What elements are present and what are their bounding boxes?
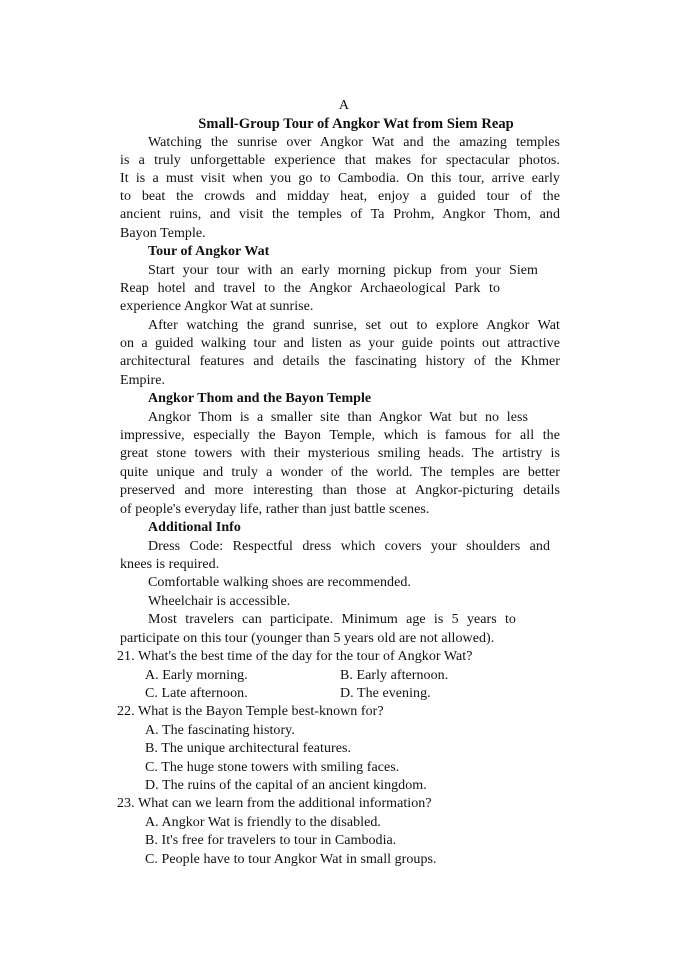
info-dress-line: knees is required.	[120, 557, 220, 572]
intro-line: ancient ruins, and visit the temples of Ta Prohm, Angkor Thom, and	[120, 207, 560, 222]
section-letter: A	[338, 98, 350, 113]
question-option: B. It's free for travelers to tour in Cambodia.	[145, 833, 397, 848]
info-travelers-line: participate on this tour (younger than 5 years old are not allowed).	[120, 631, 495, 646]
thom-line: Angkor Thom is a smaller site than Angkor Wat but no less	[148, 410, 528, 425]
intro-line: Watching the sunrise over Angkor Wat and the amazing temples	[148, 135, 560, 150]
heading-tour: Tour of Angkor Wat	[148, 244, 270, 259]
intro-line: to beat the crowds and midday heat, enjoy a guided tour of the	[120, 189, 560, 204]
question-option: C. The huge stone towers with smiling faces.	[145, 760, 400, 775]
question-option: D. The ruins of the capital of an ancient kingdom.	[145, 778, 427, 793]
thom-line: great stone towers with their mysterious smiling heads. The artistry is	[120, 446, 560, 461]
question-stem: 22. What is the Bayon Temple best-known for?	[117, 704, 384, 719]
question-stem: 21. What's the best time of the day for the tour of Angkor Wat?	[117, 649, 473, 664]
tour-line: on a guided walking tour and listen as your guide points out attractive	[120, 336, 560, 351]
info-shoes: Comfortable walking shoes are recommended.	[148, 575, 411, 590]
question-stem: 23. What can we learn from the additional information?	[117, 796, 432, 811]
question-option: A. Early morning.	[145, 668, 248, 683]
question-option: C. Late afternoon.	[145, 686, 248, 701]
question-option: B. Early afternoon.	[340, 668, 449, 683]
heading-info: Additional Info	[148, 520, 241, 535]
intro-line: is a truly unforgettable experience that makes for spectacular photos.	[120, 153, 560, 168]
info-travelers-line: Most travelers can participate. Minimum age is 5 years to	[148, 612, 516, 627]
tour-line: Start your tour with an early morning pickup from your Siem	[148, 263, 538, 278]
thom-line: quite unique and truly a wonder of the world. The temples are better	[120, 465, 560, 480]
passage-title: Small-Group Tour of Angkor Wat from Siem Reap	[198, 116, 514, 132]
tour-line: experience Angkor Wat at sunrise.	[120, 299, 314, 314]
thom-line: preserved and more interesting than those at Angkor-picturing details	[120, 483, 560, 498]
heading-thom: Angkor Thom and the Bayon Temple	[148, 391, 372, 406]
tour-line: Empire.	[120, 373, 166, 388]
thom-line: impressive, especially the Bayon Temple, which is famous for all the	[120, 428, 560, 443]
question-option: D. The evening.	[340, 686, 431, 701]
tour-line: Reap hotel and travel to the Angkor Archaeological Park to	[120, 281, 500, 296]
question-option: B. The unique architectural features.	[145, 741, 352, 756]
question-option: C. People have to tour Angkor Wat in small groups.	[145, 852, 437, 867]
question-option: A. The fascinating history.	[145, 723, 295, 738]
tour-line: After watching the grand sunrise, set out to explore Angkor Wat	[148, 318, 560, 333]
intro-line: It is a must visit when you go to Cambodia. On this tour, arrive early	[120, 171, 560, 186]
tour-line: architectural features and details the fascinating history of the Khmer	[120, 354, 560, 369]
intro-line: Bayon Temple.	[120, 226, 206, 241]
thom-line: of people's everyday life, rather than just battle scenes.	[120, 502, 430, 517]
info-dress-line: Dress Code: Respectful dress which covers your shoulders and	[148, 539, 550, 554]
info-wheelchair: Wheelchair is accessible.	[148, 594, 291, 609]
question-option: A. Angkor Wat is friendly to the disabled.	[145, 815, 381, 830]
